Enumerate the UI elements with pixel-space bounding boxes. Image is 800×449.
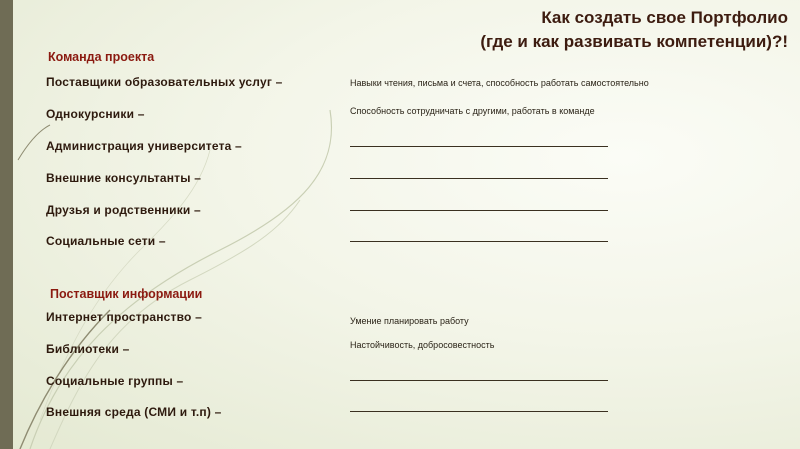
row-label: Социальные группы – bbox=[46, 374, 184, 388]
row-label: Интернет пространство – bbox=[46, 310, 202, 324]
row-label: Библиотеки – bbox=[46, 342, 130, 356]
blank-line bbox=[350, 178, 608, 179]
heading-team: Команда проекта bbox=[48, 50, 155, 64]
left-accent-bar bbox=[0, 0, 13, 449]
blank-line bbox=[350, 380, 608, 381]
heading-info: Поставщик информации bbox=[50, 287, 203, 301]
row-label: Однокурсники – bbox=[46, 107, 145, 121]
blank-line bbox=[350, 210, 608, 211]
row-label: Поставщики образовательных услуг – bbox=[46, 75, 283, 89]
row-value: Настойчивость, добросовестность bbox=[350, 340, 495, 350]
title-line-1: Как создать свое Портфолио bbox=[541, 8, 788, 27]
row-value: Способность сотрудничать с другими, работать в команде bbox=[350, 106, 595, 116]
row-label: Администрация университета – bbox=[46, 139, 242, 153]
blank-line bbox=[350, 146, 608, 147]
row-label: Внешние консультанты – bbox=[46, 171, 202, 185]
row-label: Друзья и родственники – bbox=[46, 203, 201, 217]
row-label: Внешняя среда (СМИ и т.п) – bbox=[46, 405, 222, 419]
title-line-2: (где и как развивать компетенции)?! bbox=[480, 32, 788, 51]
row-value: Навыки чтения, письма и счета, способность работать самостоятельно bbox=[350, 78, 649, 88]
row-value: Умение планировать работу bbox=[350, 316, 469, 326]
row-label: Социальные сети – bbox=[46, 234, 166, 248]
blank-line bbox=[350, 241, 608, 242]
blank-line bbox=[350, 411, 608, 412]
page-title bbox=[480, 6, 788, 54]
